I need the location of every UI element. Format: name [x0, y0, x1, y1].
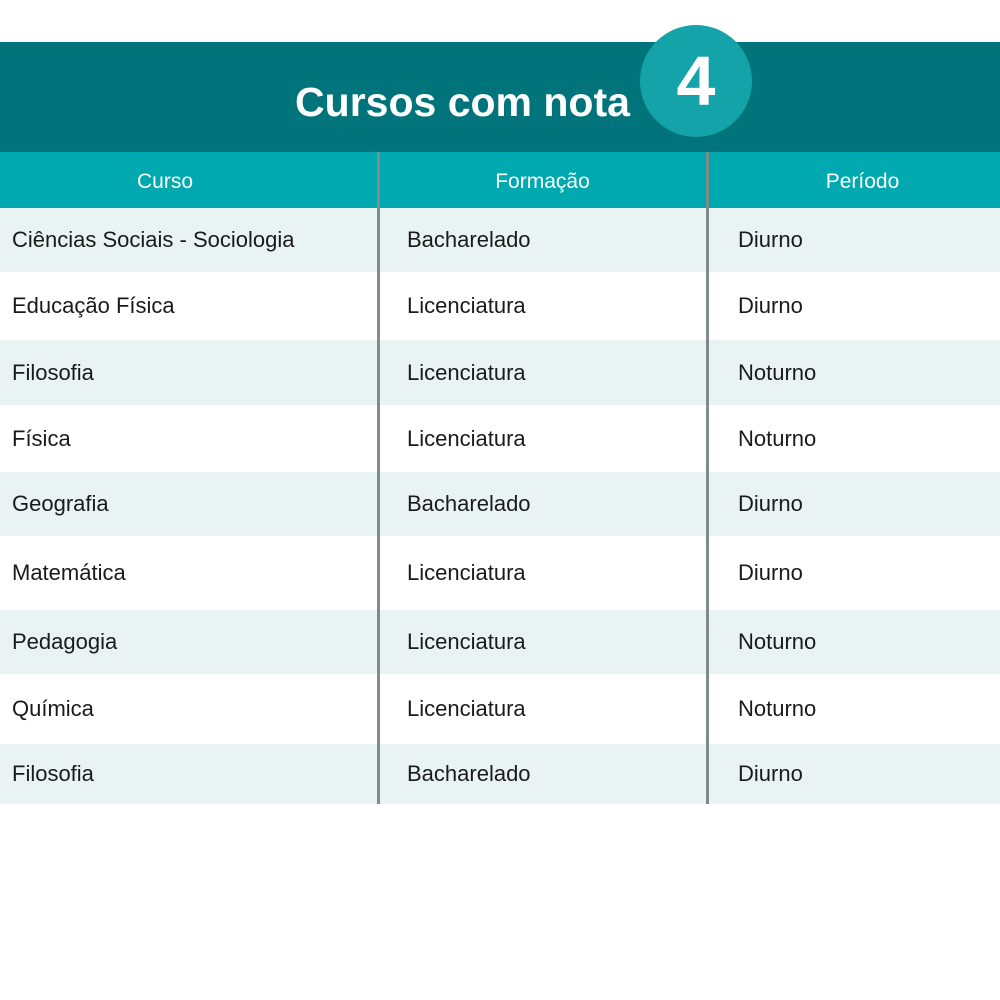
cell-periodo: Noturno [738, 696, 817, 721]
cell-periodo: Noturno [738, 629, 817, 654]
cell-formacao: Licenciatura [407, 359, 526, 385]
cell-curso: Geografia [12, 491, 109, 516]
cell-formacao: Bacharelado [407, 761, 531, 786]
table-row [0, 472, 1000, 536]
cell-curso: Ciências Sociais - Sociologia [12, 227, 295, 252]
cell-periodo: Diurno [738, 560, 803, 585]
table-row [0, 340, 1000, 405]
table-row [0, 744, 1000, 804]
cell-curso: Física [12, 425, 71, 451]
cell-curso: Educação Física [12, 293, 175, 318]
column-header-periodo: Período [825, 170, 900, 193]
cell-formacao: Licenciatura [407, 560, 526, 585]
table-header [0, 152, 1000, 208]
banner-title: Cursos com nota [295, 79, 630, 125]
cell-periodo: Diurno [738, 227, 803, 252]
grade-badge: 4 [640, 25, 752, 137]
cell-formacao: Licenciatura [407, 696, 526, 721]
cell-curso: Matemática [12, 560, 126, 585]
table-row [0, 536, 1000, 610]
column-divider [377, 152, 380, 804]
column-header-formacao: Formação [495, 170, 590, 193]
cell-formacao: Licenciatura [407, 425, 526, 451]
cell-curso: Filosofia [12, 359, 94, 385]
title-banner [0, 42, 1000, 152]
cell-curso: Pedagogia [12, 629, 118, 654]
table-row [0, 272, 1000, 340]
cell-periodo: Noturno [738, 359, 817, 385]
cell-curso: Filosofia [12, 761, 94, 786]
cell-periodo: Noturno [738, 425, 817, 451]
cell-formacao: Bacharelado [407, 227, 531, 252]
cell-periodo: Diurno [738, 761, 803, 786]
column-header-curso: Curso [136, 170, 194, 193]
cell-formacao: Licenciatura [407, 293, 526, 318]
table-row [0, 208, 1000, 272]
cell-formacao: Licenciatura [407, 629, 526, 654]
table-row [0, 610, 1000, 674]
cell-periodo: Diurno [738, 293, 803, 318]
table-row [0, 674, 1000, 744]
column-divider [706, 152, 709, 804]
table-row [0, 405, 1000, 472]
cell-curso: Química [12, 696, 94, 721]
cell-periodo: Diurno [738, 491, 803, 516]
cell-formacao: Bacharelado [407, 491, 531, 516]
